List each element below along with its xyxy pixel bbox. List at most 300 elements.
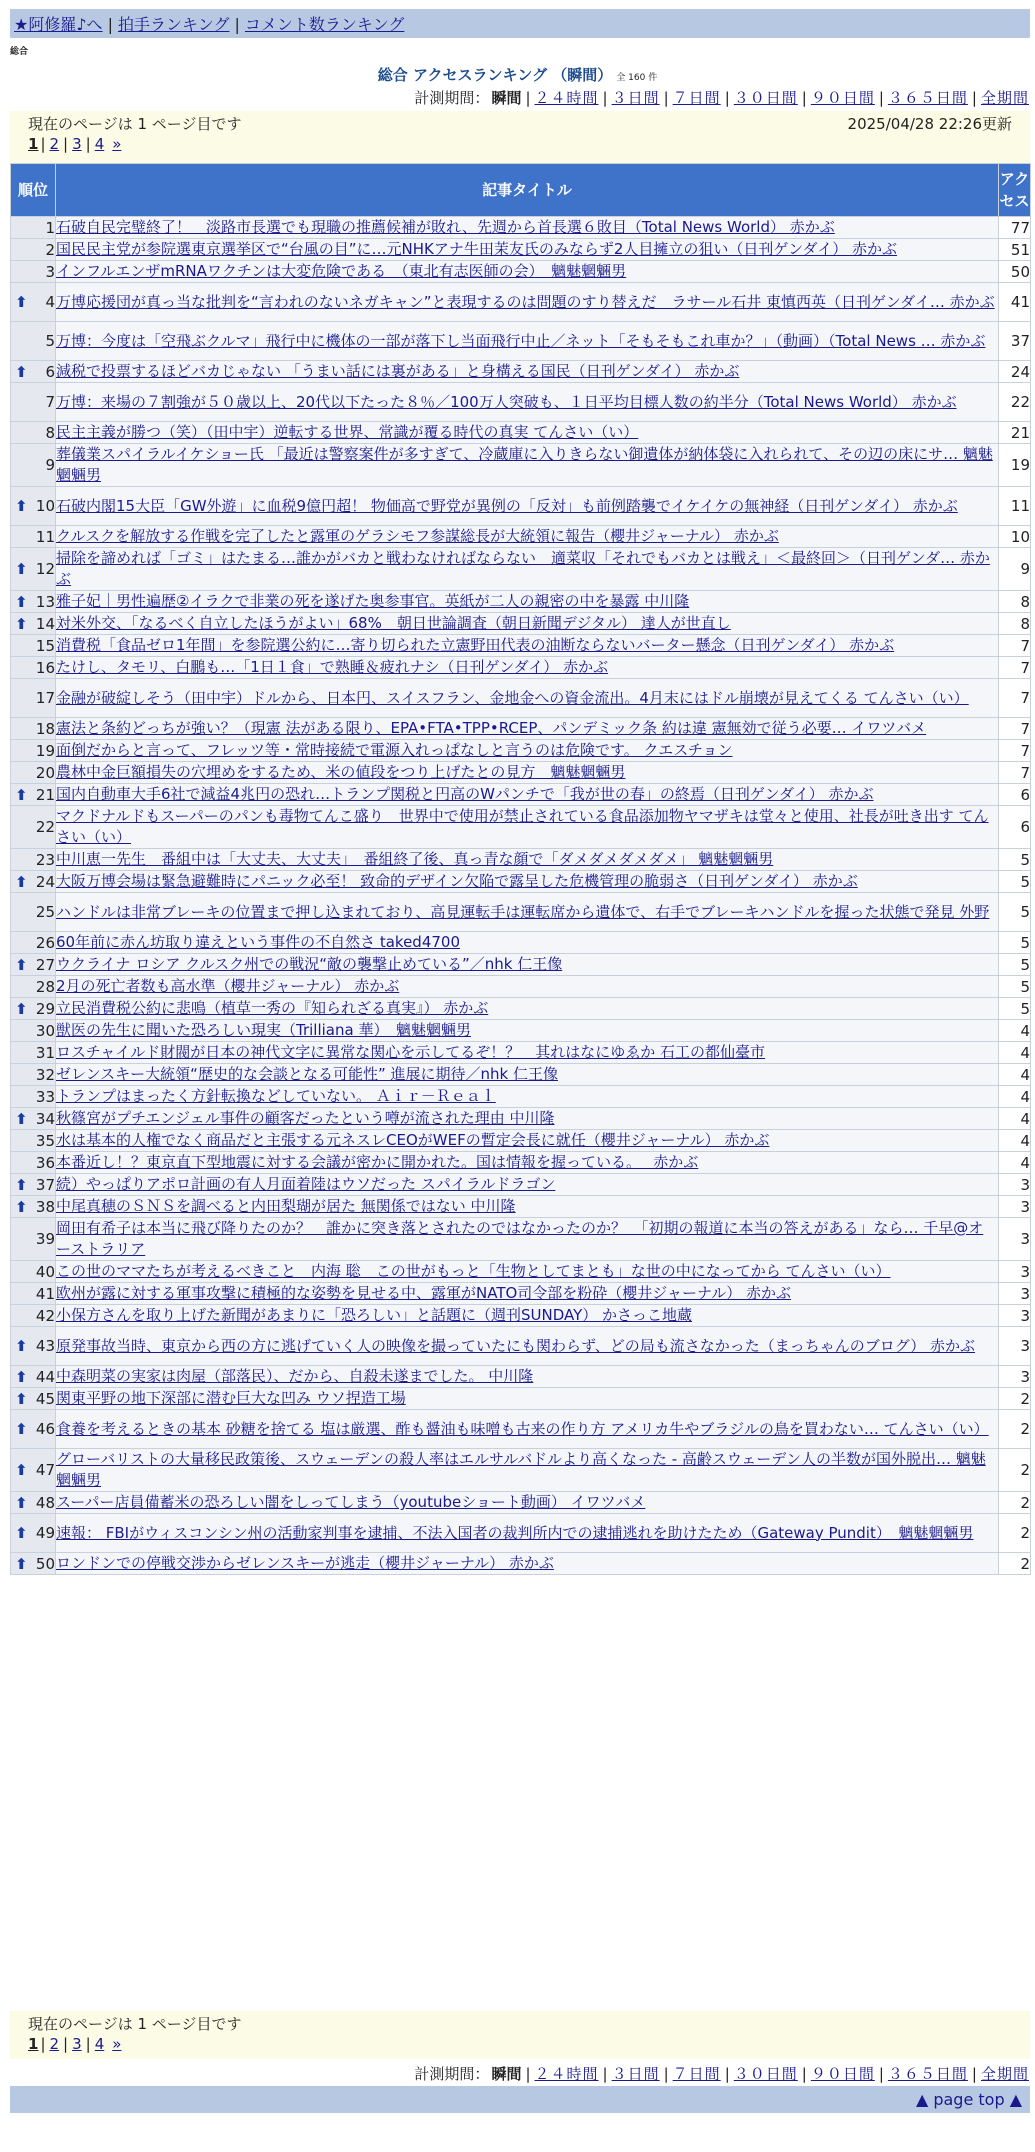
article-link[interactable]: 万博：今度は「空飛ぶクルマ」飛行中に機体の一部が落下し当面飛行中止／ネット「そもそもこれ車か？」（動画）（Total News … 赤かぶ [56, 331, 986, 350]
pager-link[interactable]: 2 [49, 135, 60, 153]
access-count: 24 [999, 361, 1031, 383]
rank-cell [11, 613, 56, 635]
current-page-text: 現在のページは 1 ページ目です [28, 2015, 242, 2033]
article-link[interactable]: 民主主義が勝つ（笑）（田中宇）逆転する世界、常識が覆る時代の真実 てんさい（い） [56, 423, 639, 441]
table-row [11, 657, 1031, 679]
table-row [11, 849, 1031, 871]
rank-number: 12 [35, 560, 55, 578]
separator: | [801, 2065, 807, 2083]
article-link[interactable]: インフルエンザmRNAワクチンは大変危険である （東北有志医師の会） 魑魅魍魎男 [56, 262, 627, 280]
article-link[interactable]: トランプはまったく方針転換などしていない。 Ａｉｒ－Ｒｅａｌ [56, 1087, 496, 1105]
access-count: 3 [999, 1283, 1031, 1305]
title-cell [56, 1283, 999, 1305]
pager-link[interactable]: 3 [72, 2035, 82, 2053]
period-link[interactable]: ３日間 [611, 2065, 660, 2083]
access-count: 7 [999, 762, 1031, 784]
article-link[interactable]: グローバリストの大量移民政策後、スウェーデンの殺人率はエルサルバドルより高くなった - 高齢スウェーデン人の半数が国外脱出… 魑魅魍魎男 [56, 1450, 986, 1489]
article-link[interactable]: 石破自民完璧終了！ 淡路市長選でも現職の推薦候補が敗れ、先週から首長選６敗目（Total News World） 赤かぶ [56, 218, 835, 236]
access-count: 10 [999, 526, 1031, 548]
rank-header: 順位 [11, 164, 56, 217]
separator: | [878, 2065, 884, 2083]
rank-cell [11, 548, 56, 591]
period-link[interactable]: ３６５日間 [887, 89, 968, 107]
title-cell [56, 526, 999, 548]
access-count: 3 [999, 1261, 1031, 1283]
rank-cell [11, 1042, 56, 1064]
table-row [11, 1553, 1031, 1575]
separator: | [85, 135, 91, 153]
rank-number: 38 [35, 1197, 55, 1216]
access-count: 6 [999, 806, 1031, 849]
separator: | [63, 135, 69, 153]
rank-number: 28 [35, 977, 55, 996]
access-count: 37 [999, 322, 1031, 361]
table-row [11, 954, 1031, 976]
access-count: 11 [999, 487, 1031, 526]
rank-cell [11, 261, 56, 283]
article-link[interactable]: 速報： FBIがウィスコンシン州の活動家判事を逮捕、不法入国者の裁判所内での逮捕逃れを助けたため（Gateway Pundit） 魑魅魍魎男 [56, 1523, 974, 1542]
table-row [11, 1218, 1031, 1261]
rank-cell [11, 871, 56, 893]
pager-next[interactable]: » [112, 2035, 122, 2053]
access-count: 4 [999, 1064, 1031, 1086]
title-cell [56, 1388, 999, 1410]
pager [28, 134, 1012, 154]
period-label: 計測期間： [414, 2065, 490, 2083]
article-link[interactable]: 岡田有希子は本当に飛び降りたのか？ 誰かに突き落とされたのではなかったのか？ 「初期の報道に本当の答えがある」なら… 千早@オーストラリア [56, 1219, 984, 1258]
pager-link[interactable]: 4 [94, 135, 105, 153]
article-link[interactable]: 大阪万博会場は緊急避難時にパニック必至！ 致命的デザイン欠陥で露呈した危機管理の脆弱さ（日刊ゲンダイ） 赤かぶ [56, 872, 858, 890]
rank-number: 8 [45, 423, 55, 442]
table-row [11, 361, 1031, 383]
pager-link[interactable]: 3 [72, 135, 82, 153]
period-current: 瞬間 [491, 89, 522, 107]
up-arrow-icon: ⬆ [15, 293, 28, 311]
article-link[interactable]: 農林中金巨額損失の穴埋めをするため、米の値段をつり上げたとの見方 魑魅魍魎男 [56, 763, 626, 781]
rank-cell [11, 383, 56, 422]
info-row [28, 114, 1012, 134]
access-count: 5 [999, 976, 1031, 998]
table-row [11, 1514, 1031, 1553]
rank-number: 16 [35, 658, 55, 677]
article-link[interactable]: 雅子妃｜男性遍歴②イラクで非業の死を遂げた奥参事官。英紙が二人の親密の中を暴露 中川隆 [56, 592, 690, 610]
rank-number: 49 [35, 1524, 55, 1542]
rank-number: 3 [45, 262, 55, 281]
article-link[interactable]: 掃除を諦めれば「ゴミ」はたまる…誰かがバカと戦わなければならない 適菜収「それでもバカとは戦え」＜最終回＞（日刊ゲンダ… 赤かぶ [56, 549, 990, 588]
article-link[interactable]: 小保方さんを取り上げた新聞があまりに「恐ろしい」と話題に（週刊SUNDAY） かさっこ地蔵 [56, 1306, 693, 1324]
article-link[interactable]: 面倒だからと言って、フレッツ等・常時接続で電源入れっぱなしと言うのは危険です。 クエスチョン [56, 741, 733, 759]
rank-cell [11, 1261, 56, 1283]
article-link[interactable]: ロスチャイルド財閥が日本の神代文字に異常な関心を示してるぞ！？ 其れはなにゆゑか 石工の都仙臺市 [56, 1043, 766, 1061]
current-page-text: 現在のページは 1 ページ目です [28, 115, 242, 133]
table-row [11, 1410, 1031, 1449]
rank-number: 37 [35, 1175, 55, 1194]
table-row [11, 422, 1031, 444]
rank-cell [11, 1020, 56, 1042]
article-link[interactable]: 減税で投票するほどバカじゃない 「うまい話には裏がある」と身構える国民（日刊ゲンダイ） 赤かぶ [56, 362, 740, 380]
category-label: 総合 [10, 47, 29, 57]
rank-number: 42 [35, 1306, 55, 1325]
rank-number: 23 [35, 850, 55, 869]
title-cell [56, 1174, 999, 1196]
rank-cell [11, 422, 56, 444]
table-row [11, 871, 1031, 893]
title-cell [56, 871, 999, 893]
up-arrow-icon: ⬆ [15, 614, 28, 633]
access-count: 6 [999, 784, 1031, 806]
separator: | [234, 15, 240, 34]
up-arrow-icon: ⬆ [15, 1337, 28, 1355]
title-cell [56, 591, 999, 613]
rank-number: 5 [45, 332, 55, 350]
rank-number: 18 [35, 719, 55, 738]
table-row [11, 1196, 1031, 1218]
article-link[interactable]: 国民民主党が参院選東京選挙区で“台風の目”に…元NHKアナ牛田茉友氏のみならず2人目擁立の狙い（日刊ゲンダイ） 赤かぶ [56, 240, 897, 258]
rank-cell [11, 1449, 56, 1492]
comment-ranking-link[interactable]: コメント数ランキング [244, 15, 405, 34]
title-cell [56, 1064, 999, 1086]
page-top-link[interactable]: ▲ page top ▲ [915, 2090, 1022, 2109]
period-link[interactable]: ７日間 [672, 2065, 721, 2083]
up-arrow-icon: ⬆ [15, 999, 28, 1018]
rank-number: 19 [35, 741, 55, 760]
rank-number: 44 [35, 1367, 55, 1386]
up-arrow-icon: ⬆ [15, 1197, 28, 1216]
access-count: 5 [999, 849, 1031, 871]
up-arrow-icon: ⬆ [15, 1367, 28, 1386]
rank-number: 9 [45, 456, 55, 474]
separator: | [40, 2035, 46, 2053]
rank-number: 15 [35, 636, 55, 655]
table-header-row [11, 164, 1031, 217]
table-row [11, 526, 1031, 548]
rank-number: 1 [45, 218, 55, 237]
rank-cell [11, 1514, 56, 1553]
article-link[interactable]: 食養を考えるときの基本 砂糖を捨てる 塩は厳選、酢も醤油も味噌も古来の作り方 アメリカ牛やブラジルの鳥を買わない… てんさい（い） [56, 1419, 989, 1438]
period-link[interactable]: ３６５日間 [887, 2065, 968, 2083]
period-link[interactable]: ３０日間 [733, 2065, 798, 2083]
title-cell [56, 1042, 999, 1064]
access-count: 3 [999, 1305, 1031, 1327]
separator: | [602, 2065, 608, 2083]
title-cell [56, 283, 999, 322]
article-link[interactable]: 2月の死亡者数も高水準（櫻井ジャーナル） 赤かぶ [56, 977, 400, 995]
rank-number: 32 [35, 1065, 55, 1084]
rank-number: 2 [45, 240, 55, 259]
page-info-bottom [10, 2011, 1030, 2059]
article-link[interactable]: 葬儀業スパイラルイケショー氏 「最近は警察案件が多すぎて、冷蔵庫に入りきらない御遺体が納体袋に入れられて、その辺の床にサ… 魑魅魍魎男 [56, 445, 993, 484]
rank-cell [11, 657, 56, 679]
title-cell [56, 1218, 999, 1261]
title-cell [56, 1492, 999, 1514]
up-arrow-icon: ⬆ [15, 785, 28, 804]
separator: | [63, 2035, 69, 2053]
rank-number: 46 [35, 1420, 55, 1438]
table-row [11, 1152, 1031, 1174]
up-arrow-icon: ⬆ [15, 955, 28, 974]
rank-number: 41 [35, 1284, 55, 1303]
rank-cell [11, 635, 56, 657]
article-link[interactable]: 立民消費税公約に悲鳴（植草一秀の『知られざる真実』） 赤かぶ [56, 999, 489, 1017]
title-cell [56, 613, 999, 635]
title-cell [56, 322, 999, 361]
title-cell [56, 1410, 999, 1449]
article-link[interactable]: 万博応援団が真っ当な批判を“言われのないネガキャン”と表現するのは問題のすり替えだ ラサール石井 東慎西英（日刊ゲンダイ… 赤かぶ [56, 292, 995, 311]
rank-cell [11, 679, 56, 718]
up-arrow-icon: ⬆ [15, 1420, 28, 1438]
article-link[interactable]: 中川恵一先生 番組中は「大丈夫、大丈夫」 番組終了後、真っ青な顔で「ダメダメダメダメ」 魑魅魍魎男 [56, 850, 774, 868]
rank-cell [11, 849, 56, 871]
up-arrow-icon: ⬆ [15, 1524, 28, 1542]
access-count: 3 [999, 1174, 1031, 1196]
period-link[interactable]: ３０日間 [733, 89, 798, 107]
up-arrow-icon: ⬆ [15, 872, 28, 891]
table-row [11, 487, 1031, 526]
access-count: 7 [999, 740, 1031, 762]
period-link[interactable]: ３日間 [611, 89, 660, 107]
title-cell [56, 762, 999, 784]
rank-cell [11, 526, 56, 548]
article-link[interactable]: ロンドンでの停戦交渉からゼレンスキーが逃走（櫻井ジャーナル） 赤かぶ [56, 1554, 554, 1572]
rank-number: 21 [35, 785, 55, 804]
rank-number: 50 [35, 1554, 55, 1573]
rank-number: 31 [35, 1043, 55, 1062]
table-row [11, 784, 1031, 806]
access-count: 51 [999, 239, 1031, 261]
rank-cell [11, 998, 56, 1020]
separator: | [724, 89, 730, 107]
rank-number: 29 [35, 999, 55, 1018]
article-link[interactable]: 60年前に赤ん坊取り違えという事件の不自然さ taked4700 [56, 933, 461, 951]
access-count: 4 [999, 1020, 1031, 1042]
article-link[interactable]: 石破内閣15大臣「GW外遊」に血税9億円超！ 物価高で野党が異例の「反対」も前例踏襲でイケイケの無神経（日刊ゲンダイ） 赤かぶ [56, 496, 958, 515]
access-count: 2 [999, 1410, 1031, 1449]
period-link[interactable]: ２４時間 [534, 2065, 599, 2083]
title-cell [56, 718, 999, 740]
title-cell [56, 1108, 999, 1130]
article-link[interactable]: 中森明菜の実家は肉屋（部落民）、だから、自殺未遂までした。 中川隆 [56, 1367, 534, 1385]
table-row [11, 718, 1031, 740]
access-count: 8 [999, 613, 1031, 635]
rank-number: 10 [35, 497, 55, 515]
rank-cell [11, 1152, 56, 1174]
article-link[interactable]: 中尾真穂のＳＮＳを調べると内田梨瑚が居た 無関係ではない 中川隆 [56, 1197, 516, 1215]
title-cell [56, 806, 999, 849]
access-count: 7 [999, 635, 1031, 657]
rank-cell [11, 740, 56, 762]
title-header: 記事タイトル [56, 164, 999, 217]
rank-number: 33 [35, 1087, 55, 1106]
table-row [11, 1108, 1031, 1130]
table-row [11, 1388, 1031, 1410]
access-count: 5 [999, 871, 1031, 893]
article-link[interactable]: 関東平野の地下深部に潜む巨大な凹み ウソ捏造工場 [56, 1389, 406, 1407]
applause-ranking-link[interactable]: 拍手ランキング [117, 15, 230, 34]
article-link[interactable]: 続）やっぱりアポロ計画の有人月面着陸はウソだった スパイラルドラゴン [56, 1175, 556, 1193]
title-cell [56, 784, 999, 806]
article-link[interactable]: ウクライナ ロシア クルスク州での戦況“敵の襲撃止めている”／nhk 仁王像 [56, 955, 563, 973]
rank-cell [11, 718, 56, 740]
rank-cell [11, 893, 56, 932]
table-row [11, 762, 1031, 784]
rank-number: 14 [35, 614, 55, 633]
separator: | [107, 15, 113, 34]
title-cell [56, 1196, 999, 1218]
article-link[interactable]: 獣医の先生に聞いた恐ろしい現実（Trilliana 華） 魑魅魍魎男 [56, 1021, 471, 1039]
access-count: 50 [999, 261, 1031, 283]
period-label: 計測期間： [414, 89, 490, 107]
article-link[interactable]: 水は基本的人権でなく商品だと主張する元ネスレCEOがWEFの暫定会長に就任（櫻井ジャーナル） 赤かぶ [56, 1131, 770, 1149]
access-count: 3 [999, 1366, 1031, 1388]
article-link[interactable]: 欧州が露に対する軍事攻撃に積極的な姿勢を見せる中、露軍がNATO司令部を粉砕（櫻井ジャーナル） 赤かぶ [56, 1284, 792, 1302]
home-link[interactable]: ★阿修羅♪へ [14, 15, 103, 34]
rank-number: 35 [35, 1131, 55, 1150]
table-row [11, 635, 1031, 657]
article-link[interactable]: 憲法と条約どっちが強い？（現憲 法がある限り、EPA•FTA•TPP•RCEP、パンデミック条 約は違 憲無効で従う必要… イワツバメ [56, 719, 927, 737]
table-row [11, 1130, 1031, 1152]
title-cell [56, 932, 999, 954]
rank-number: 36 [35, 1153, 55, 1172]
up-arrow-icon: ⬆ [15, 1461, 28, 1479]
title-cell [56, 1020, 999, 1042]
pager-link[interactable]: 2 [49, 2035, 60, 2053]
period-link[interactable]: 全期間 [980, 2065, 1029, 2083]
rank-number: 40 [35, 1262, 55, 1281]
separator: | [971, 89, 977, 107]
access-count: 77 [999, 217, 1031, 239]
period-link[interactable]: ７日間 [672, 89, 721, 107]
table-row [11, 548, 1031, 591]
rank-number: 22 [35, 818, 55, 836]
rank-number: 30 [35, 1021, 55, 1040]
table-row [11, 1283, 1031, 1305]
table-row [11, 1366, 1031, 1388]
page-title-row [0, 64, 1035, 85]
title-cell [56, 1130, 999, 1152]
updated-timestamp: 2025/04/28 22:26更新 [847, 115, 1012, 133]
access-count: 3 [999, 1327, 1031, 1366]
rank-number: 27 [35, 955, 55, 974]
access-count: 7 [999, 657, 1031, 679]
access-header: アクセス [999, 164, 1031, 217]
pager-next[interactable]: » [112, 135, 122, 153]
rank-cell [11, 1218, 56, 1261]
title-cell [56, 444, 999, 487]
rank-cell [11, 1388, 56, 1410]
table-row [11, 976, 1031, 998]
table-row [11, 1305, 1031, 1327]
table-row [11, 806, 1031, 849]
rank-cell [11, 762, 56, 784]
rank-cell [11, 217, 56, 239]
separator: | [724, 2065, 730, 2083]
table-row [11, 1042, 1031, 1064]
article-link[interactable]: 万博：来場の７割強が５０歳以上、20代以下たった８％／100万人突破も、１日平均目標人数の約半分（Total News World） 赤かぶ [56, 392, 957, 411]
table-row [11, 239, 1031, 261]
rank-number: 48 [35, 1493, 55, 1512]
rank-number: 43 [35, 1337, 55, 1355]
article-link[interactable]: ゼレンスキー大統領“歴史的な会談となる可能性” 進展に期待／nhk 仁王像 [56, 1065, 558, 1083]
access-count: 5 [999, 954, 1031, 976]
period-link[interactable]: ２４時間 [534, 89, 599, 107]
article-link[interactable]: スーパー店員備蓄米の恐ろしい闇をしってしまう（youtubeショート動画） イワツバメ [56, 1493, 646, 1511]
period-link[interactable]: ９０日間 [810, 2065, 875, 2083]
table-row [11, 1020, 1031, 1042]
page-info-top [10, 111, 1030, 163]
rank-number: 4 [45, 293, 55, 311]
pager-link[interactable]: 4 [94, 2035, 105, 2053]
table-row [11, 283, 1031, 322]
title-cell [56, 239, 999, 261]
title-cell [56, 849, 999, 871]
rank-cell [11, 1366, 56, 1388]
rank-cell [11, 1410, 56, 1449]
rank-cell [11, 283, 56, 322]
rank-cell [11, 1492, 56, 1514]
page-title: 総合 アクセスランキング （瞬間） [377, 66, 613, 84]
period-link[interactable]: 全期間 [980, 89, 1029, 107]
access-count: 2 [999, 1449, 1031, 1492]
access-count: 5 [999, 893, 1031, 932]
access-count: 5 [999, 998, 1031, 1020]
separator: | [602, 89, 608, 107]
separator: | [663, 89, 669, 107]
article-link[interactable]: マクドナルドもスーパーのパンも毒物てんこ盛り 世界中で使用が禁止されている食品添加物ヤマザキは堂々と使用、社長が吐き出す てんさい（い） [56, 807, 989, 846]
access-count: 8 [999, 591, 1031, 613]
title-cell [56, 1152, 999, 1174]
table-row [11, 444, 1031, 487]
access-count: 2 [999, 1388, 1031, 1410]
table-row [11, 613, 1031, 635]
article-link[interactable]: たけし、タモリ、白鵬も…「1日１食」で熟睡＆疲れナシ（日刊ゲンダイ） 赤かぶ [56, 658, 609, 676]
title-cell [56, 261, 999, 283]
up-arrow-icon: ⬆ [15, 1493, 28, 1512]
article-link[interactable]: クルスクを解放する作戦を完了したと露軍のゲラシモフ参謀総長が大統領に報告（櫻井ジャーナル） 赤かぶ [56, 527, 779, 545]
title-cell [56, 487, 999, 526]
table-row [11, 1174, 1031, 1196]
up-arrow-icon: ⬆ [15, 1389, 28, 1408]
separator: | [525, 89, 531, 107]
title-cell [56, 998, 999, 1020]
period-link[interactable]: ９０日間 [810, 89, 875, 107]
article-link[interactable]: 秋篠宮がプチエンジェル事件の顧客だったという噂が流された理由 中川隆 [56, 1109, 555, 1127]
article-link[interactable]: 本番近し！？東京直下型地震に対する会議が密かに開かれた。国は情報を握っている。 赤かぶ [56, 1153, 699, 1171]
article-link[interactable]: この世のママたちが考えるべきこと 内海 聡 この世がもっと「生物としてまとも」な世の中になってから てんさい（い） [56, 1262, 891, 1280]
separator: | [85, 2035, 91, 2053]
access-count: 4 [999, 1108, 1031, 1130]
info-row [28, 2014, 1012, 2034]
article-link[interactable]: 金融が破綻しそう（田中宇）ドルから、日本円、スイスフラン、金地金への資金流出。4月末にはドル崩壊が見えてくる てんさい（い） [56, 688, 969, 707]
period-current: 瞬間 [491, 2065, 522, 2083]
rank-cell [11, 1064, 56, 1086]
article-link[interactable]: 原発事故当時、東京から西の方に逃げていく人の映像を撮っていたにも関わらず、どの局も流さなかった（まっちゃんのブログ） 赤かぶ [56, 1336, 976, 1355]
article-link[interactable]: 消費税「食品ゼロ1年間」を参院選公約に…寄り切られた立憲野田代表の油断ならないバーター懸念（日刊ゲンダイ） 赤かぶ [56, 636, 895, 654]
access-count: 4 [999, 1130, 1031, 1152]
title-cell [56, 1514, 999, 1553]
table-row [11, 1327, 1031, 1366]
period-selector-top [414, 87, 1029, 108]
title-cell [56, 954, 999, 976]
rank-cell [11, 591, 56, 613]
table-row [11, 998, 1031, 1020]
article-link[interactable]: ハンドルは非常ブレーキの位置まで押し込まれており、高見運転手は運転席から遺体で、右手でブレーキハンドルを握った状態で発見 外野 [56, 902, 990, 921]
access-count: 21 [999, 422, 1031, 444]
article-link[interactable]: 国内自動車大手6社で減益4兆円の恐れ…トランプ関税と円高のWパンチで「我が世の春」の終焉（日刊ゲンダイ） 赤かぶ [56, 785, 874, 803]
table-row [11, 740, 1031, 762]
up-arrow-icon: ⬆ [15, 1109, 28, 1128]
rank-number: 6 [45, 362, 55, 381]
article-link[interactable]: 対米外交、「なるべく自立したほうがよい」68% 朝日世論調査（朝日新聞デジタル） 達人が世直し [56, 614, 731, 632]
